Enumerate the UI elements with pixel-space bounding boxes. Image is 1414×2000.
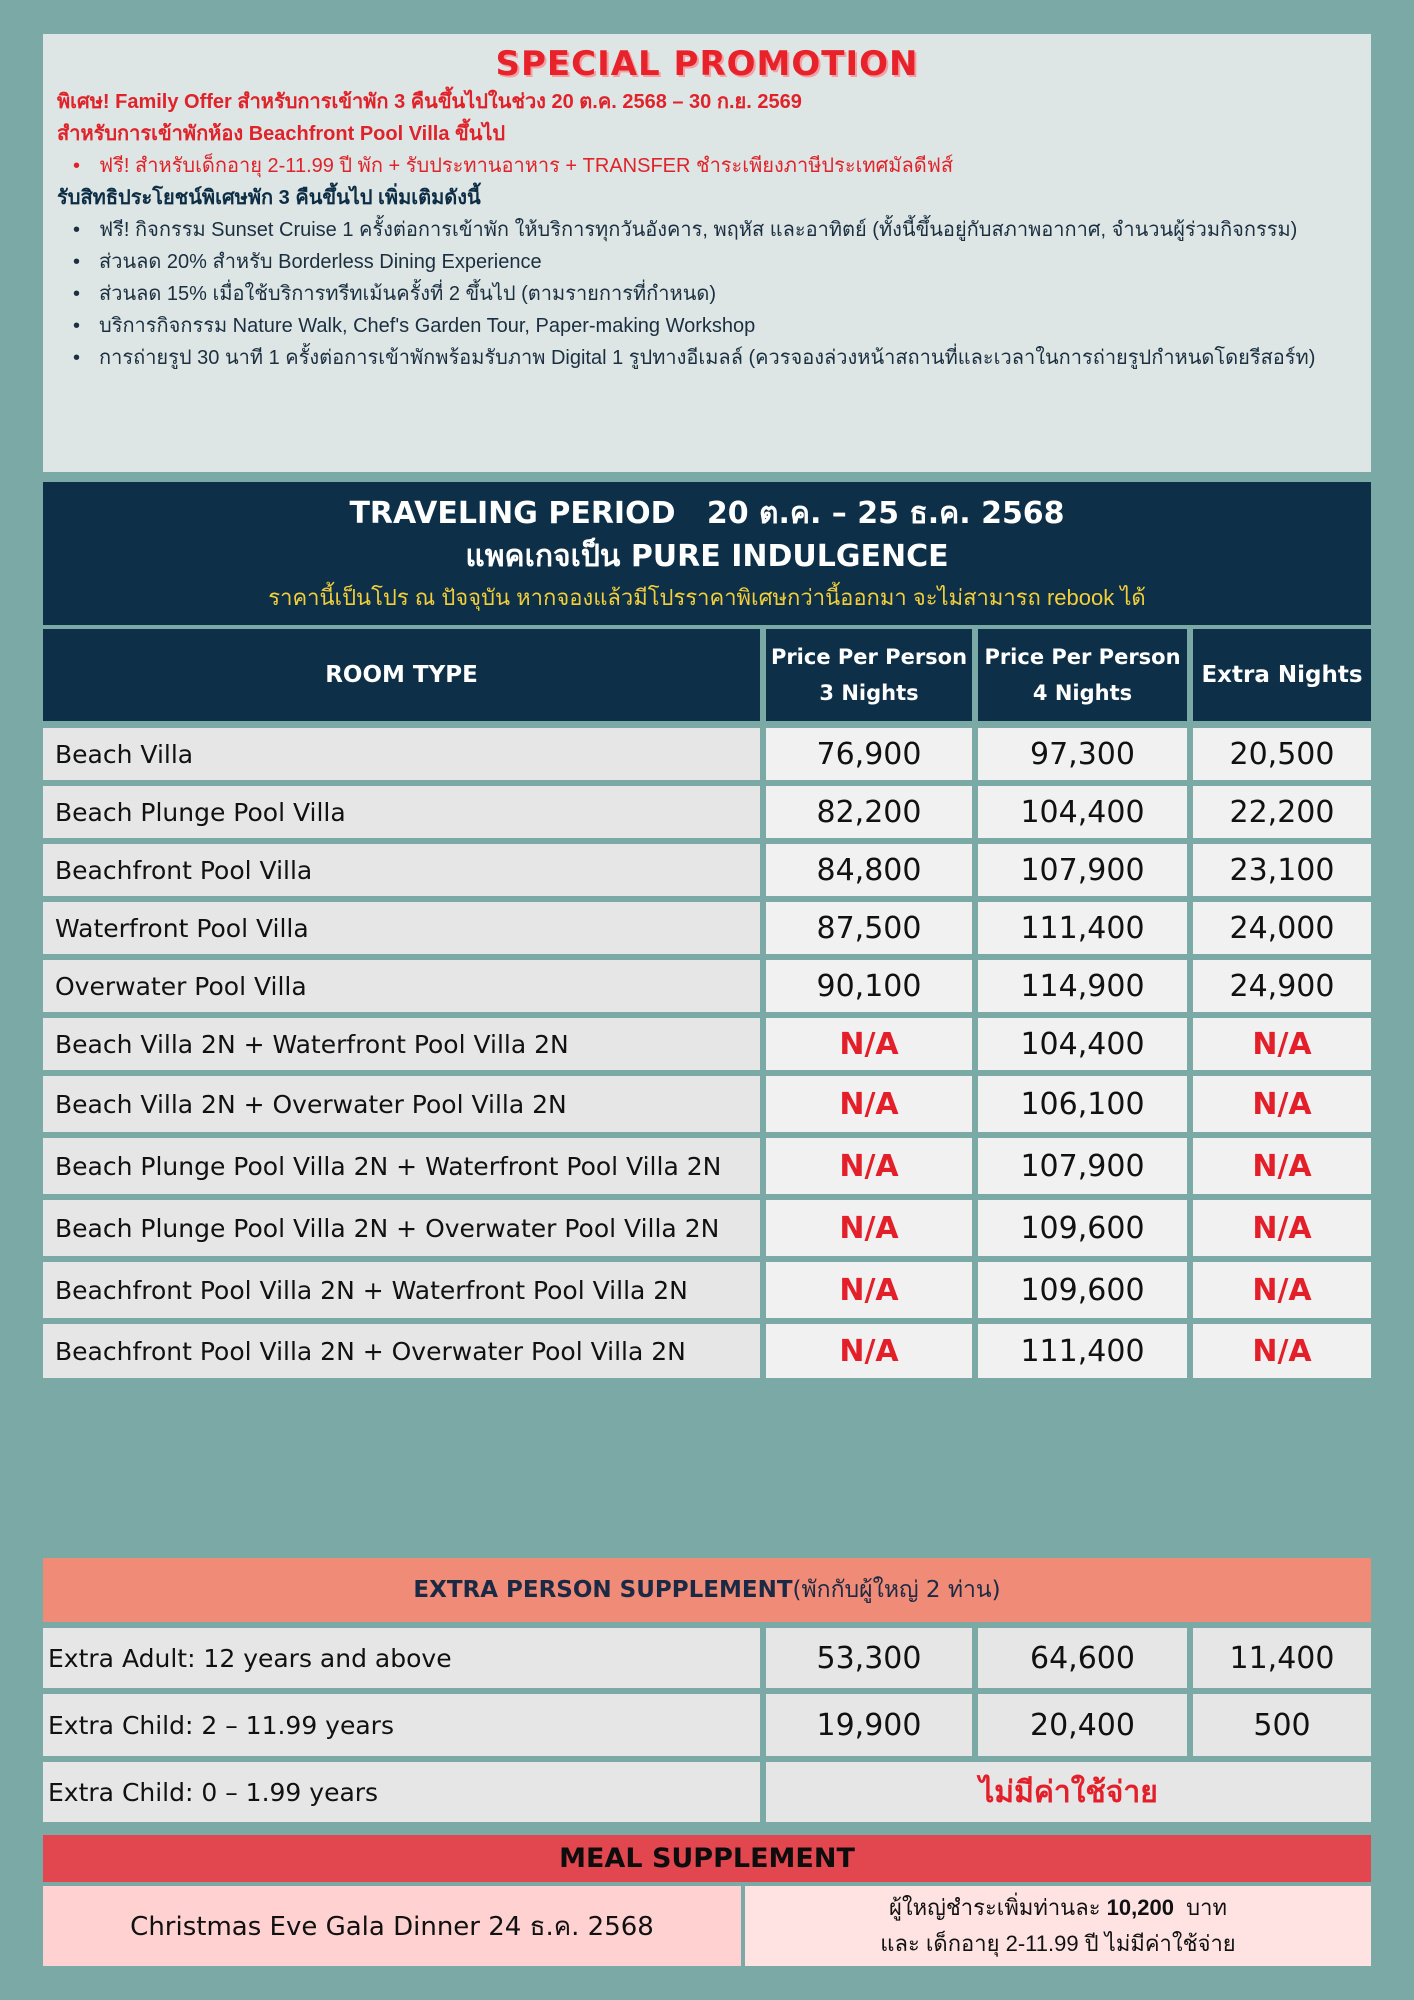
extra-child-label: Extra Child: 2 – 11.99 years [43,1694,760,1756]
family-offer-line: พิเศษ! Family Offer สำหรับการเข้าพัก 3 คืนขึ้นไปในช่วง 20 ต.ค. 2568 – 30 ก.ย. 2569 [57,91,802,113]
price-3-nights-cell: N/A [766,1076,972,1132]
header-3-nights [766,629,972,721]
table-row [43,1694,1371,1756]
price-3-nights-cell: N/A [766,1138,972,1194]
room-type-cell: Beachfront Pool Villa [43,844,760,896]
extra-nights-cell: N/A [1193,1262,1371,1318]
price-4-nights-cell: 109,600 [978,1262,1187,1318]
meal-supplement-row [43,1886,1371,1966]
price-3-nights-cell: 76,900 [766,728,972,780]
infant-no-charge: ไม่มีค่าใช้จ่าย [766,1762,1371,1822]
extra-nights-cell: 20,500 [1193,728,1371,780]
room-type-cell: Beach Villa [43,728,760,780]
price-3-nights-cell: N/A [766,1262,972,1318]
header-4-nights-label: Price Per Person [984,645,1181,669]
extra-child-extra: 500 [1193,1694,1371,1756]
table-row [43,728,1371,780]
price-4-nights-cell: 107,900 [978,1138,1187,1194]
extra-person-title: EXTRA PERSON SUPPLEMENT [413,1577,793,1603]
header-room-type: ROOM TYPE [43,629,760,721]
benefit-item: • การถ่ายรูป 30 นาที 1 ครั้งต่อการเข้าพักพร้อมรับภาพ Digital 1 รูปทางอีเมลล์ (ควรจองล่วงหน้าสถานที่และเวลาในการถ่ายรูปกำหนดโดยรีสอร์ท) [57,342,1357,374]
price-4-nights-cell: 106,100 [978,1076,1187,1132]
extra-person-table [43,1628,1371,1822]
price-3-nights-cell: 87,500 [766,902,972,954]
room-type-cell: Beach Plunge Pool Villa [43,786,760,838]
table-row [43,1200,1371,1256]
promotion-title: SPECIAL PROMOTION [495,44,919,84]
price-4-nights-cell: 97,300 [978,728,1187,780]
room-type-cell: Beach Plunge Pool Villa 2N + Overwater Pool Villa 2N [43,1200,760,1256]
table-row [43,1324,1371,1378]
header-3-nights-sub: 3 Nights [819,681,919,705]
extra-child-3n: 19,900 [766,1694,972,1756]
room-type-cell: Beachfront Pool Villa 2N + Overwater Pool Villa 2N [43,1324,760,1378]
benefits-heading: รับสิทธิประโยชน์พิเศษพัก 3 คืนขึ้นไป เพิ่มเติมดังนี้ [57,187,481,209]
room-type-cell: Overwater Pool Villa [43,960,760,1012]
rate-table-body [43,728,1371,1378]
rebook-note: ราคานี้เป็นโปร ณ ปัจจุบัน หากจองแล้วมีโปรราคาพิเศษกว่านี้ออกมา จะไม่สามารถ rebook ได้ [268,585,1146,610]
header-4-nights-sub: 4 Nights [1032,681,1133,705]
benefit-item: • ฟรี! กิจกรรม Sunset Cruise 1 ครั้งต่อการเข้าพัก ให้บริการทุกวันอังคาร, พฤหัส และอาทิตย์ (ทั้งนี้ขึ้นอยู่กับสภาพอากาศ, จำนวนผู้ร่วมกิจกรรม) [57,214,1357,246]
infant-label: Extra Child: 0 – 1.99 years [43,1762,760,1822]
extra-adult-3n: 53,300 [766,1628,972,1688]
price-3-nights-cell: 82,200 [766,786,972,838]
extra-person-supplement-header [43,1558,1371,1622]
extra-adult-extra: 11,400 [1193,1628,1371,1688]
room-type-cell: Beach Villa 2N + Waterfront Pool Villa 2N [43,1018,760,1070]
benefits-list [57,214,1357,374]
extra-nights-cell: 23,100 [1193,844,1371,896]
table-row [43,786,1371,838]
table-row [43,1138,1371,1194]
table-row [43,1262,1371,1318]
extra-nights-cell: 22,200 [1193,786,1371,838]
price-4-nights-cell: 104,400 [978,1018,1187,1070]
table-row [43,960,1371,1012]
family-offer-list [57,150,1357,182]
traveling-period-title: TRAVELING PERIOD 20 ต.ค. – 25 ธ.ค. 2568 [349,496,1065,531]
table-row [43,902,1371,954]
table-row [43,1762,1371,1822]
extra-adult-4n: 64,600 [978,1628,1187,1688]
table-row [43,844,1371,896]
price-3-nights-cell: 90,100 [766,960,972,1012]
extra-nights-cell: 24,000 [1193,902,1371,954]
room-type-cell: Beach Villa 2N + Overwater Pool Villa 2N [43,1076,760,1132]
header-3-nights-label: Price Per Person [770,645,968,669]
adult-meal-amount: 10,200 [1106,1895,1174,1920]
child-meal-note: และ เด็กอายุ 2-11.99 ปี ไม่มีค่าใช้จ่าย [880,1931,1236,1956]
extra-child-4n: 20,400 [978,1694,1187,1756]
room-type-cell: Beach Plunge Pool Villa 2N + Waterfront Pool Villa 2N [43,1138,760,1194]
price-4-nights-cell: 111,400 [978,1324,1187,1378]
benefit-item: • ส่วนลด 20% สำหรับ Borderless Dining Experience [57,246,1357,278]
price-3-nights-cell: N/A [766,1324,972,1378]
price-4-nights-cell: 104,400 [978,786,1187,838]
price-3-nights-cell: 84,800 [766,844,972,896]
gala-dinner-price [745,1886,1371,1966]
table-row [43,1018,1371,1070]
price-4-nights-cell: 114,900 [978,960,1187,1012]
package-name: แพคเกจเป็น PURE INDULGENCE [465,539,949,574]
extra-adult-label: Extra Adult: 12 years and above [43,1628,760,1688]
price-4-nights-cell: 111,400 [978,902,1187,954]
benefit-item: • ส่วนลด 15% เมื่อใช้บริการทรีทเม้นครั้งที่ 2 ขึ้นไป (ตามรายการที่กำหนด) [57,278,1357,310]
rate-table [43,629,1371,721]
family-offer-condition: สำหรับการเข้าพักห้อง Beachfront Pool Villa ขึ้นไป [57,123,506,145]
room-type-cell: Beachfront Pool Villa 2N + Waterfront Pool Villa 2N [43,1262,760,1318]
adult-meal-currency: บาท [1173,1895,1227,1920]
extra-nights-cell: 24,900 [1193,960,1371,1012]
extra-nights-cell: N/A [1193,1200,1371,1256]
adult-meal-price [889,1890,1227,1926]
room-type-cell: Waterfront Pool Villa [43,902,760,954]
price-3-nights-cell: N/A [766,1018,972,1070]
header-extra-nights: Extra Nights [1193,629,1371,721]
extra-nights-cell: N/A [1193,1324,1371,1378]
adult-meal-prefix: ผู้ใหญ่ชำระเพิ่มท่านละ [889,1895,1107,1920]
traveling-period-banner [43,482,1371,625]
extra-person-title-note: (พักกับผู้ใหญ่ 2 ท่าน) [792,1577,1001,1603]
price-4-nights-cell: 107,900 [978,844,1187,896]
meal-supplement-header: MEAL SUPPLEMENT [43,1835,1371,1882]
table-row [43,1076,1371,1132]
price-4-nights-cell: 109,600 [978,1200,1187,1256]
special-promotion-box [43,34,1371,472]
extra-nights-cell: N/A [1193,1018,1371,1070]
table-header-row [43,629,1371,721]
header-4-nights [978,629,1187,721]
gala-dinner-event: Christmas Eve Gala Dinner 24 ธ.ค. 2568 [43,1886,741,1966]
extra-nights-cell: N/A [1193,1138,1371,1194]
benefit-item: • บริการกิจกรรม Nature Walk, Chef's Garden Tour, Paper-making Workshop [57,310,1357,342]
table-row [43,1628,1371,1688]
price-3-nights-cell: N/A [766,1200,972,1256]
extra-nights-cell: N/A [1193,1076,1371,1132]
family-offer-item: • ฟรี! สำหรับเด็กอายุ 2-11.99 ปี พัก + รับประทานอาหาร + TRANSFER ชำระเพียงภาษีประเทศมัลดีฟส์ [57,150,1357,182]
